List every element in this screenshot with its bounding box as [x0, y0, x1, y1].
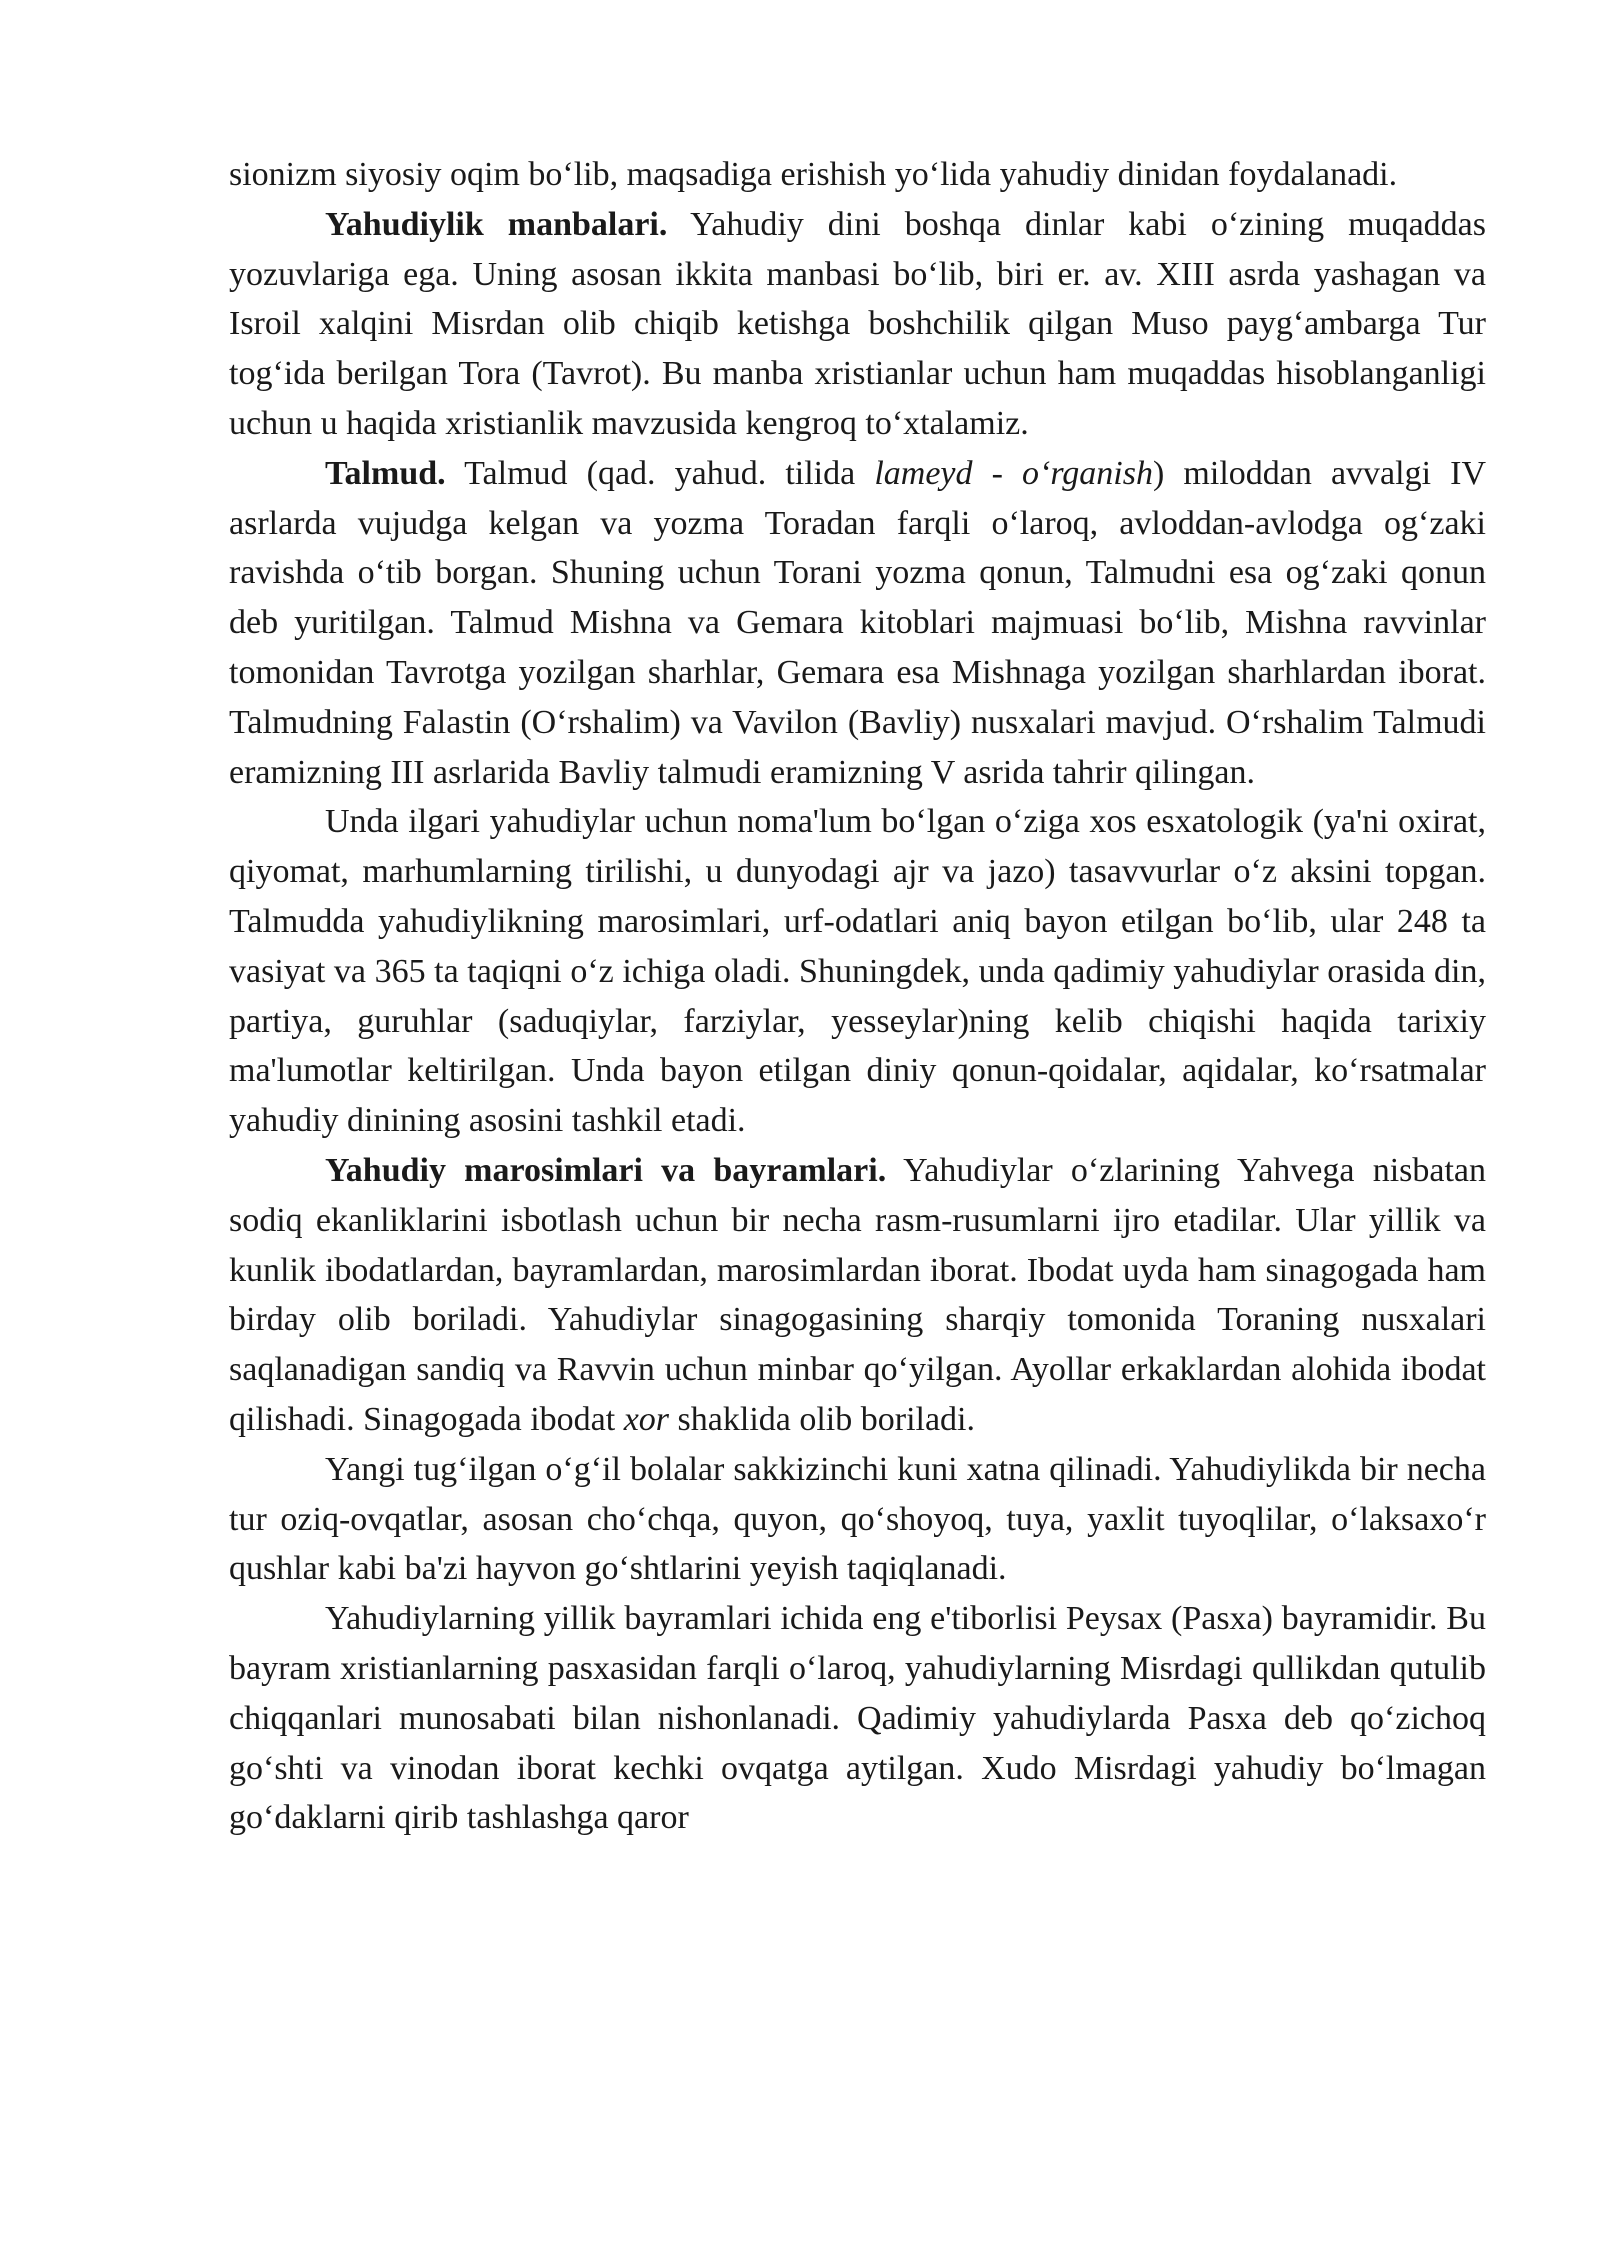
paragraph-text: shaklida olib boriladi.	[669, 1400, 975, 1438]
paragraph-marosimlar	[229, 1146, 1486, 1445]
section-heading: Yahudiy marosimlari va bayramlari.	[325, 1151, 887, 1189]
paragraph-text: Yahudiylarning yillik bayramlari ichida eng e'tiborlisi Peysax (Pasxa) bayramidir. Bu bayram xristianlarning pasxasidan farqli o‘laroq, yahudiylarning Misrdagi qullikdan qutulib chiqqanlari munosabati bilan nishonlanadi. Qadimiy yahudiylarda Pasxa deb qo‘zichoq go‘shti va vinodan iborat kechki ovqatga aytilgan. Xudo Misrdagi yahudiy bo‘lmagan go‘daklarni qirib tashlashga qaror	[229, 1600, 1486, 1837]
document-page	[229, 150, 1486, 1843]
paragraph-text: Yahudiy dini boshqa dinlar kabi o‘zining muqaddas yozuvlariga ega. Uning asosan ikkita manbasi bo‘lib, biri er. av. XIII asrda yashagan va Isroil xalqini Misrdan olib chiqib ketishga boshchilik qilgan Muso payg‘ambarga Tur tog‘ida berilgan Tora (Tavrot). Bu manba xristianlar uchun ham muqaddas hisoblanganligi uchun u haqida xristianlik mavzusida kengroq to‘xtalamiz.	[229, 205, 1486, 442]
section-heading: Talmud.	[325, 454, 446, 492]
paragraph-esxatologik	[229, 797, 1486, 1146]
paragraph-text: sionizm siyosiy oqim bo‘lib, maqsadiga erishish yo‘lida yahudiy dinidan foydalanadi.	[229, 156, 1398, 193]
italic-term: lameyd - o‘rganish	[874, 454, 1153, 492]
paragraph-xatna	[229, 1445, 1486, 1594]
paragraph-sionizm	[229, 150, 1486, 200]
paragraph-talmud	[229, 449, 1486, 798]
paragraph-peysax	[229, 1594, 1486, 1843]
paragraph-yahudiylik-manbalari	[229, 200, 1486, 449]
paragraph-text: Yangi tug‘ilgan o‘g‘il bolalar sakkizinchi kuni xatna qilinadi. Yahudiylikda bir necha tur oziq-ovqatlar, asosan cho‘chqa, quyon, qo‘shoyoq, tuya, yaxlit tuyoqlilar, o‘laksaxo‘r qushlar kabi ba'zi hayvon go‘shtlarini yeyish taqiqlanadi.	[229, 1450, 1486, 1588]
paragraph-text: Unda ilgari yahudiylar uchun noma'lum bo‘lgan o‘ziga xos esxatologik (ya'ni oxirat, qiyomat, marhumlarning tirilishi, u dunyodagi ajr va jazo) tasavvurlar o‘z aksini topgan. Talmudda yahudiylikning marosimlari, urf-odatlari aniq bayon etilgan bo‘lib, ular 248 ta vasiyat va 365 ta taqiqni o‘z ichiga oladi. Shuningdek, unda qadimiy yahudiylar orasida din, partiya, guruhlar (saduqiylar, farziylar, yesseylar)ning kelib chiqishi haqida tarixiy ma'lumotlar keltirilgan. Unda bayon etilgan diniy qonun-qoidalar, aqidalar, ko‘rsatmalar yahudiy dinining asosini tashkil etadi.	[229, 803, 1486, 1140]
italic-term: xor	[623, 1400, 670, 1438]
section-heading: Yahudiylik manbalari.	[325, 205, 668, 243]
paragraph-text: Talmud (qad. yahud. tilida	[445, 454, 875, 492]
paragraph-text: ) miloddan avvalgi IV asrlarda vujudga kelgan va yozma Toradan farqli o‘laroq, avloddan-avlodga og‘zaki ravishda o‘tib borgan. Shuning uchun Torani yozma qonun, Talmudni esa og‘zaki qonun deb yuritilgan. Talmud Mishna va Gemara kitoblari majmuasi bo‘lib, Mishna ravvinlar tomonidan Tavrotga yozilgan sharhlar, Gemara esa Mishnaga yozilgan sharhlardan iborat. Talmudning Falastin (O‘rshalim) va Vavilon (Bavliy) nusxalari mavjud. O‘rshalim Talmudi eramizning III asrlarida Bavliy talmudi eramizning V asrida tahrir qilingan.	[229, 454, 1487, 791]
paragraph-text: Yahudiylar o‘zlarining Yahvega nisbatan sodiq ekanliklarini isbotlash uchun bir necha rasm-rusumlarni ijro etadilar. Ular yillik va kunlik ibodatlardan, bayramlardan, marosimlardan iborat. Ibodat uyda ham sinagogada ham birday olib boriladi. Yahudiylar sinagogasining sharqiy tomonida Toraning nusxalari saqlanadigan sandiq va Ravvin uchun minbar qo‘yilgan. Ayollar erkaklardan alohida ibodat qilishadi. Sinagogada ibodat	[229, 1151, 1486, 1438]
